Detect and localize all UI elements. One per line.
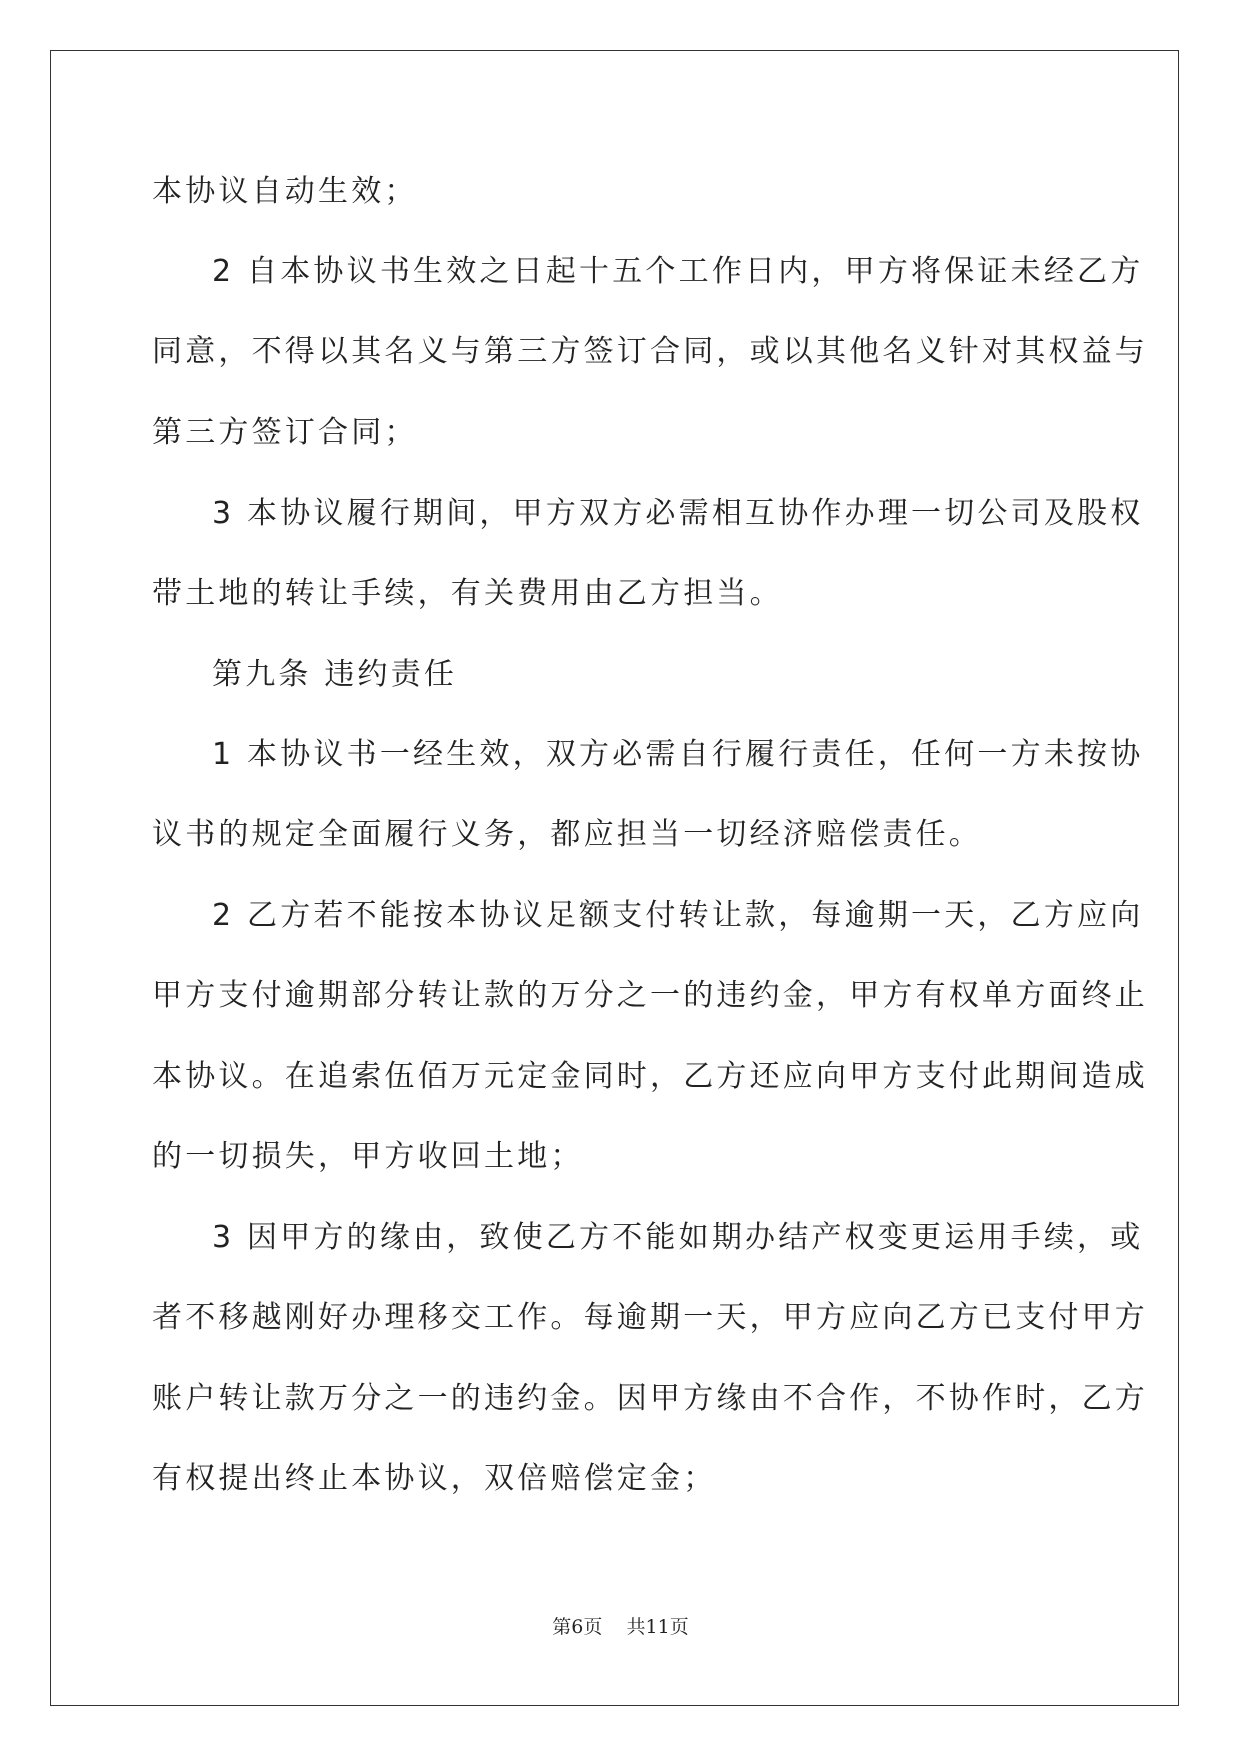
page-footer bbox=[0, 1612, 1241, 1639]
page-number: 第6页 bbox=[552, 1616, 603, 1638]
text-line: 第三方签订合同； bbox=[152, 415, 418, 450]
text-line: 的一切损失，甲方收回土地； bbox=[152, 1139, 584, 1174]
text-line: 者不移越刚好办理移交工作。每逾期一天，甲方应向乙方已支付甲方 bbox=[152, 1300, 1148, 1335]
text-line: 账户转让款万分之一的违约金。因甲方缘由不合作，不协作时，乙方 bbox=[152, 1381, 1148, 1416]
text-line: 本协议。在追索伍佰万元定金同时，乙方还应向甲方支付此期间造成 bbox=[152, 1059, 1148, 1094]
text-line: 2 自本协议书生效之日起十五个工作日内，甲方将保证未经乙方 bbox=[212, 254, 1144, 289]
text-line: 本协议自动生效； bbox=[152, 174, 418, 209]
text-line: 同意，不得以其名义与第三方签订合同，或以其他名义针对其权益与 bbox=[152, 334, 1148, 369]
page-border bbox=[50, 50, 1179, 1706]
text-line: 议书的规定全面履行义务，都应担当一切经济赔偿责任。 bbox=[152, 817, 982, 852]
text-line: 2 乙方若不能按本协议足额支付转让款，每逾期一天，乙方应向 bbox=[212, 898, 1144, 933]
text-line: 1 本协议书一经生效，双方必需自行履行责任，任何一方未按协 bbox=[212, 737, 1144, 772]
page-total: 共11页 bbox=[626, 1616, 689, 1638]
section-heading: 第九条 违约责任 bbox=[212, 657, 458, 692]
text-line: 3 本协议履行期间，甲方双方必需相互协作办理一切公司及股权 bbox=[212, 496, 1144, 531]
text-line: 甲方支付逾期部分转让款的万分之一的违约金，甲方有权单方面终止 bbox=[152, 978, 1148, 1013]
text-line: 带土地的转让手续，有关费用由乙方担当。 bbox=[152, 576, 783, 611]
text-line: 有权提出终止本协议，双倍赔偿定金； bbox=[152, 1461, 717, 1496]
text-line: 3 因甲方的缘由，致使乙方不能如期办结产权变更运用手续，或 bbox=[212, 1220, 1144, 1255]
